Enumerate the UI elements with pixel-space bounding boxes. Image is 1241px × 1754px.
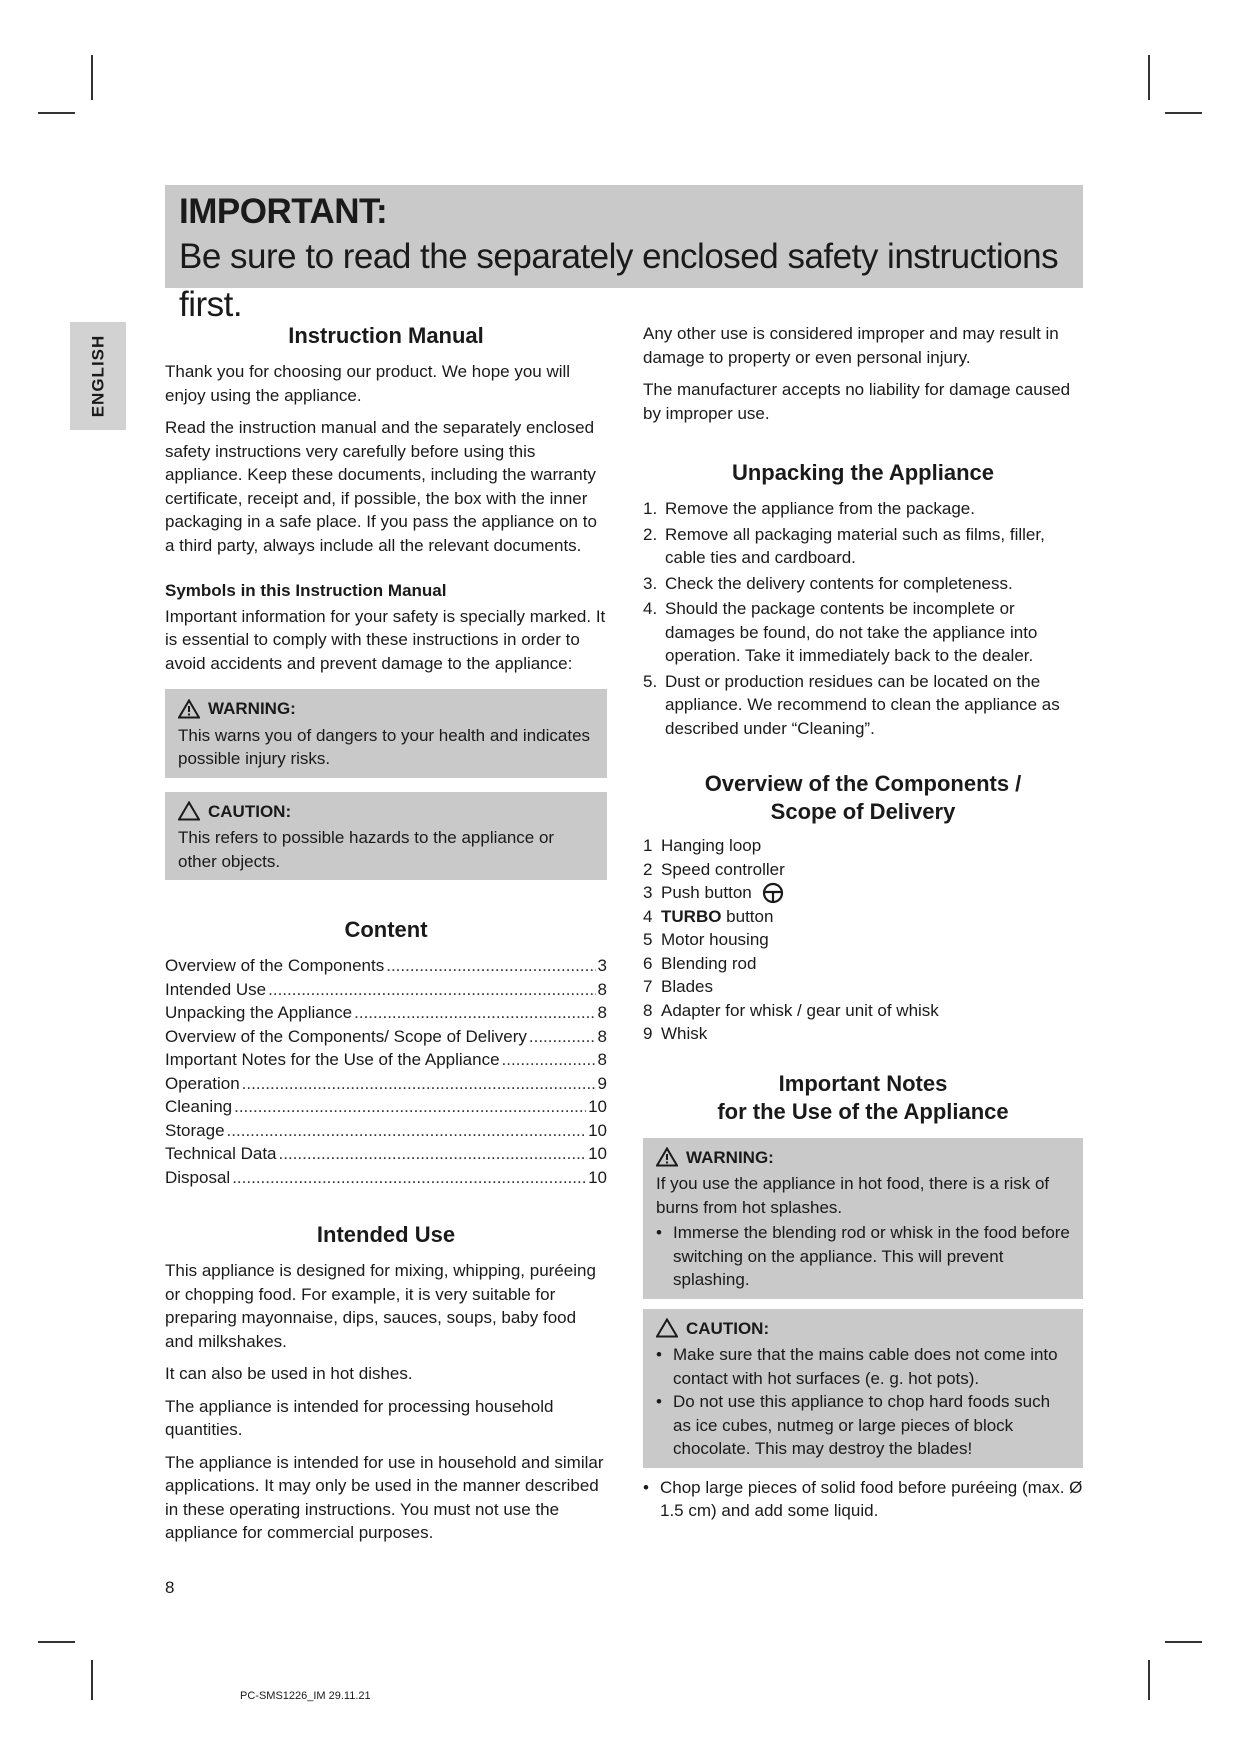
toc-page: 8 [597, 979, 607, 999]
banner-text: Be sure to read the separately enclosed safety instructions first. [179, 237, 1059, 324]
toc-entry [165, 1095, 607, 1119]
push-button-icon [762, 882, 784, 904]
warning-box [165, 689, 607, 778]
toc-page: 8 [597, 1003, 607, 1022]
warning-box [643, 1138, 1083, 1299]
crop-mark [91, 1660, 93, 1700]
components-list [643, 834, 1083, 1046]
toc-label: Cleaning [165, 1097, 233, 1116]
list-item: 7 Blades [643, 977, 713, 996]
toc-page: 10 [588, 1097, 607, 1116]
list-item: 4. Should the package contents be incomplete or damages be found, do not take the appliance into operation. Take it immediately back to the dealer. [643, 599, 1038, 665]
important-notes-heading [643, 1070, 1083, 1126]
caution-icon [178, 801, 200, 821]
unpacking-steps [643, 497, 1083, 740]
crop-mark [91, 55, 93, 100]
toc-entry [165, 1025, 607, 1049]
intended-paragraph: The appliance is intended for use in household and similar applications. It may only be used in the manner described in these operating instructions. You must not use the appliance for commercial purposes. [165, 1452, 604, 1542]
overview-heading [643, 770, 1083, 826]
toc-label: Overview of the Components/ Scope of Delivery [165, 1026, 527, 1046]
list-item: 8 Adapter for whisk / gear unit of whisk [643, 1000, 939, 1020]
footer-code: PC-SMS1226_IM 29.11.21 [240, 1690, 371, 1702]
symbols-heading: Symbols in this Instruction Manual [165, 581, 447, 600]
list-item: 4 TURBO button [643, 906, 774, 926]
banner-title: IMPORTANT: [179, 192, 388, 231]
intended-paragraph: It can also be used in hot dishes. [165, 1364, 413, 1383]
list-item: 2. Remove all packaging material such as films, filler, cable ties and cardboard. [643, 524, 1045, 567]
list-item: 9 Whisk [643, 1024, 708, 1043]
improper-paragraph: The manufacturer accepts no liability for damage caused by improper use. [643, 380, 1071, 423]
crop-mark [1148, 55, 1150, 100]
toc-entry [165, 1142, 607, 1166]
list-item: 3. Check the delivery contents for completeness. [643, 573, 1013, 593]
overview-heading-line: Overview of the Components / [704, 771, 1022, 796]
list-item: 2 Speed controller [643, 859, 785, 879]
list-item: 5. Dust or production residues can be located on the appliance. We recommend to clean the appliance as described under “Cleaning”. [643, 671, 1060, 738]
content-heading: Content [344, 917, 428, 942]
caution-bullet: • Do not use this appliance to chop hard foods such as ice cubes, nutmeg or large pieces of block chocolate. This may destroy the blades! [656, 1392, 1051, 1458]
manual-paragraph: Thank you for choosing our product. We hope you will enjoy using the appliance. [165, 362, 571, 405]
toc-label: Unpacking the Appliance [165, 1003, 353, 1022]
important-banner [165, 185, 1083, 324]
toc-entry [165, 1166, 607, 1190]
caution-box [643, 1309, 1083, 1468]
list-item: 5 Motor housing [643, 930, 769, 949]
toc-entry [165, 1048, 607, 1072]
caution-text: This refers to possible hazards to the appliance or other objects. [178, 828, 555, 871]
chop-bullet: • Chop large pieces of solid food before puréeing (max. Ø 1.5 cm) and add some liquid. [643, 1477, 1083, 1520]
crop-mark [1165, 112, 1202, 114]
crop-mark [1165, 1641, 1202, 1643]
page-number: 8 [165, 1578, 175, 1597]
list-item: 1. Remove the appliance from the package. [643, 499, 975, 518]
instruction-manual-heading: Instruction Manual [288, 323, 484, 348]
symbols-paragraph: Important information for your safety is specially marked. It is essential to comply with these instructions in order to avoid accidents and prevent damage to the appliance: [165, 606, 606, 673]
toc-label: Operation [165, 1073, 240, 1093]
caution-box [165, 792, 607, 881]
overview-heading-line: Scope of Delivery [770, 799, 956, 824]
toc-label: Storage [165, 1120, 225, 1140]
warning-icon [178, 699, 200, 719]
toc-page: 10 [588, 1167, 607, 1187]
warning-title: WARNING: [208, 699, 296, 718]
toc-label: Technical Data [165, 1144, 277, 1163]
warning-icon [656, 1147, 678, 1167]
caution-icon [656, 1318, 678, 1338]
toc-entry [165, 978, 607, 1002]
list-item: 1 Hanging loop [643, 836, 762, 855]
warning-title: WARNING: [686, 1147, 774, 1167]
list-item: 3 Push button [643, 881, 1083, 905]
language-tab [70, 322, 126, 430]
toc-entry [165, 1001, 607, 1025]
intended-use-heading: Intended Use [316, 1222, 456, 1247]
toc-entry [165, 1119, 607, 1143]
right-column [643, 322, 1083, 1523]
warning-text: If you use the appliance in hot food, there is a risk of burns from hot splashes. [656, 1174, 1050, 1217]
toc-label: Intended Use [165, 979, 267, 999]
toc-page: 8 [597, 1050, 607, 1069]
toc-label: Disposal [165, 1167, 231, 1187]
intended-paragraph: The appliance is intended for processing household quantities. [165, 1396, 554, 1439]
improper-paragraph: Any other use is considered improper and may result in damage to property or even personal injury. [643, 324, 1059, 367]
toc-page: 3 [597, 956, 607, 975]
toc-page: 10 [588, 1120, 607, 1140]
language-label: ENGLISH [88, 334, 107, 418]
crop-mark [38, 1641, 75, 1643]
left-column [165, 322, 607, 1554]
toc-entry [165, 1072, 607, 1096]
table-of-contents [165, 954, 607, 1189]
toc-page: 8 [597, 1026, 607, 1046]
warning-text: This warns you of dangers to your health and indicates possible injury risks. [178, 725, 591, 768]
toc-entry [165, 954, 607, 978]
notes-heading-line: for the Use of the Appliance [717, 1098, 1009, 1124]
warning-bullet: • Immerse the blending rod or whisk in the food before switching on the appliance. This will prevent splashing. [656, 1223, 1070, 1289]
caution-bullet: • Make sure that the mains cable does not come into contact with hot surfaces (e. g. hot pots). [656, 1345, 1058, 1388]
unpacking-heading: Unpacking the Appliance [731, 460, 994, 485]
crop-mark [1148, 1660, 1150, 1700]
list-item: 6 Blending rod [643, 953, 757, 973]
crop-mark [38, 112, 75, 114]
notes-heading-line: Important Notes [778, 1070, 948, 1096]
toc-page: 10 [588, 1144, 607, 1163]
manual-paragraph: Read the instruction manual and the separately enclosed safety instructions very carefully before using this appliance. Keep these documents, including the warranty certificate, receipt and, if possible, the box with the inner packaging in a safe place. If you pass the appliance on to a third party, always include all the relevant documents. [165, 418, 597, 555]
caution-title: CAUTION: [208, 801, 292, 821]
toc-label: Overview of the Components [165, 956, 385, 975]
toc-page: 9 [597, 1073, 607, 1093]
intended-paragraph: This appliance is designed for mixing, whipping, puréeing or chopping food. For example, it is very suitable for preparing mayonnaise, dips, sauces, soups, baby food and milkshakes. [165, 1261, 596, 1351]
caution-title: CAUTION: [686, 1318, 770, 1338]
toc-label: Important Notes for the Use of the Appliance [165, 1050, 500, 1069]
